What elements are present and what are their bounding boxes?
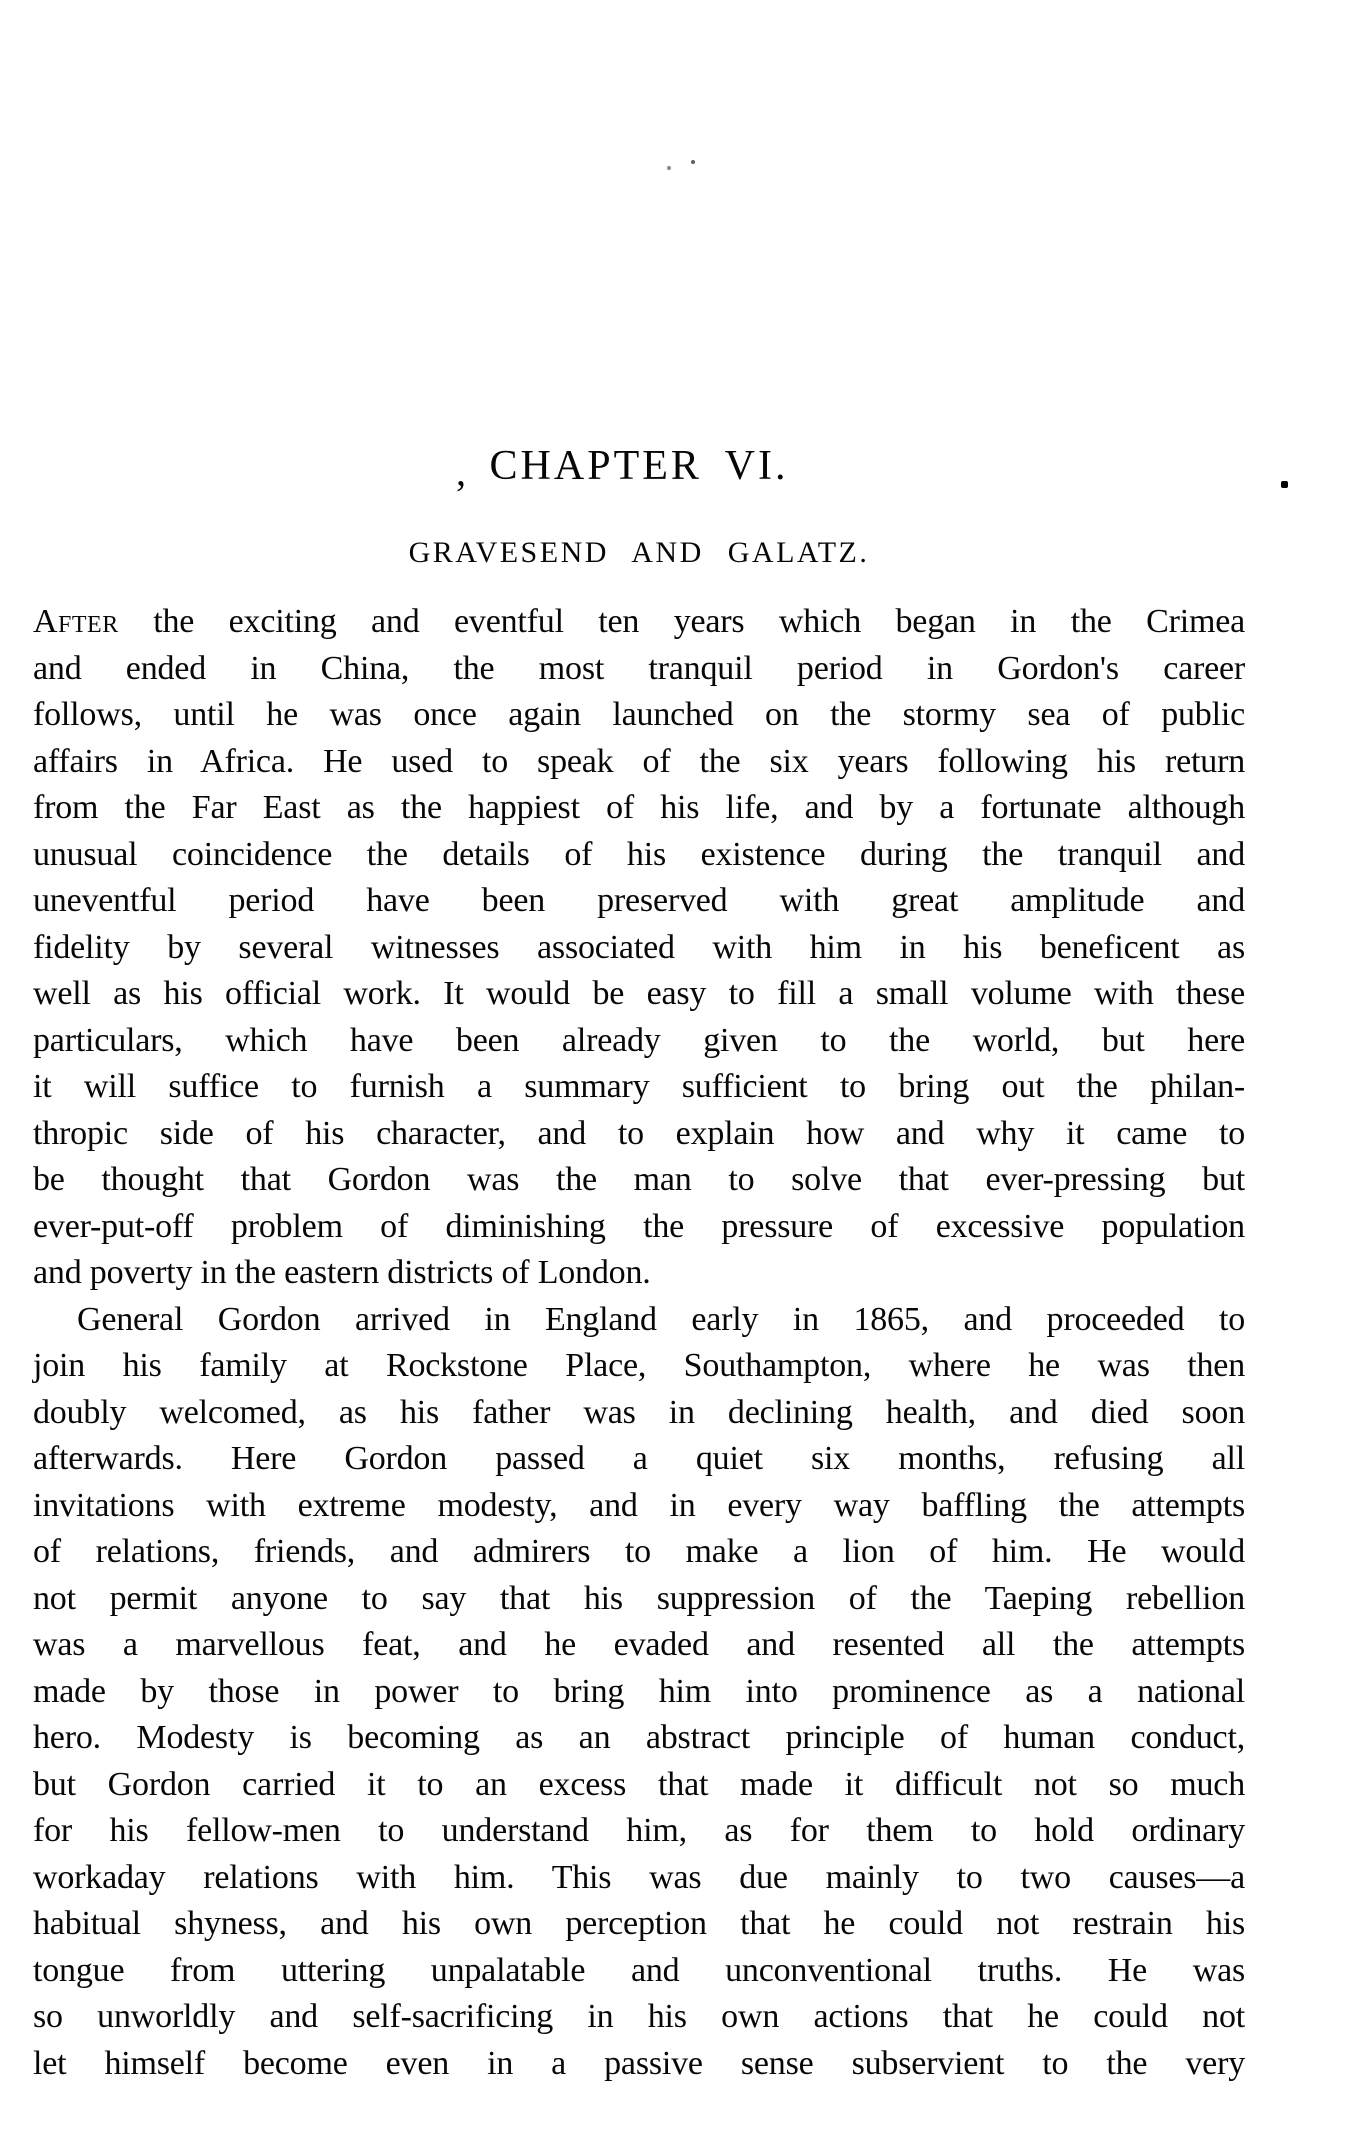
text-line: and ended in China, the most tranquil period in Gordon's career [33, 649, 1245, 687]
ink-speck-dot [1281, 481, 1288, 488]
text-line: be thought that Gordon was the man to solve that ever-pressing but [33, 1161, 1245, 1198]
page-body [33, 599, 1245, 2087]
text-line: for his fellow-men to understand him, as for them to hold ordinary [33, 1812, 1245, 1849]
text-line: affairs in Africa. He used to speak of the six years following his return [33, 742, 1245, 780]
paragraph [33, 599, 1245, 1297]
text-line: not permit anyone to say that his suppression of the Taeping rebellion [33, 1579, 1245, 1617]
text-line: well as his official work. It would be easy to fill a small volume with these [33, 975, 1245, 1012]
lead-word-small-caps: After [33, 603, 119, 640]
text-line: General Gordon arrived in England early in 1865, and proceeded to [77, 1300, 1245, 1338]
text-line: fidelity by several witnesses associated with him in his beneficent as [33, 928, 1245, 966]
text-line: follows, until he was once again launched on the stormy sea of public [33, 696, 1245, 733]
text-line: of relations, friends, and admirers to make a lion of him. He would [33, 1533, 1245, 1570]
text-line: and poverty in the eastern districts of London. [33, 1254, 651, 1291]
text-line: from the Far East as the happiest of his life, and by a fortunate although [33, 789, 1245, 826]
text-line: workaday relations with him. This was due mainly to two causes—a [33, 1858, 1245, 1896]
paragraph [33, 1297, 1245, 2088]
text-line: so unworldly and self-sacrificing in his own actions that he could not [33, 1998, 1245, 2035]
text-line: tongue from uttering unpalatable and unconventional truths. He was [33, 1951, 1245, 1989]
ink-speck-faint [691, 160, 695, 164]
chapter-heading: CHAPTER VI. [489, 443, 789, 489]
ink-speck-comma: , [456, 449, 466, 494]
text-line: made by those in power to bring him into prominence as a national [33, 1672, 1245, 1710]
text-line: habitual shyness, and his own perception that he could not restrain his [33, 1905, 1245, 1942]
ink-speck-faint [667, 166, 671, 170]
text-line: thropic side of his character, and to explain how and why it came to [33, 1114, 1245, 1152]
text-line: doubly welcomed, as his father was in declining health, and died soon [33, 1393, 1245, 1431]
text-line: let himself become even in a passive sense subservient to the very [33, 2044, 1245, 2082]
text-line: uneventful period have been preserved with great amplitude and [33, 882, 1245, 919]
section-heading: GRAVESEND AND GALATZ. [408, 536, 870, 569]
text-line: it will suffice to furnish a summary sufficient to bring out the philan- [33, 1068, 1245, 1105]
text-line: unusual coincidence the details of his existence during the tranquil and [33, 835, 1245, 873]
text-line: After the exciting and eventful ten years which began in the Crimea [33, 603, 1245, 640]
text-line: was a marvellous feat, and he evaded and resented all the attempts [33, 1626, 1245, 1663]
text-line: but Gordon carried it to an excess that made it difficult not so much [33, 1765, 1245, 1803]
text-line: ever-put-off problem of diminishing the pressure of excessive population [33, 1207, 1245, 1245]
text-line: afterwards. Here Gordon passed a quiet six months, refusing all [33, 1440, 1245, 1477]
text-line: hero. Modesty is becoming as an abstract principle of human conduct, [33, 1719, 1245, 1756]
text-line: particulars, which have been already given to the world, but here [33, 1021, 1245, 1059]
text-line: join his family at Rockstone Place, Southampton, where he was then [33, 1347, 1245, 1384]
text-line: invitations with extreme modesty, and in every way baffling the attempts [33, 1486, 1245, 1524]
